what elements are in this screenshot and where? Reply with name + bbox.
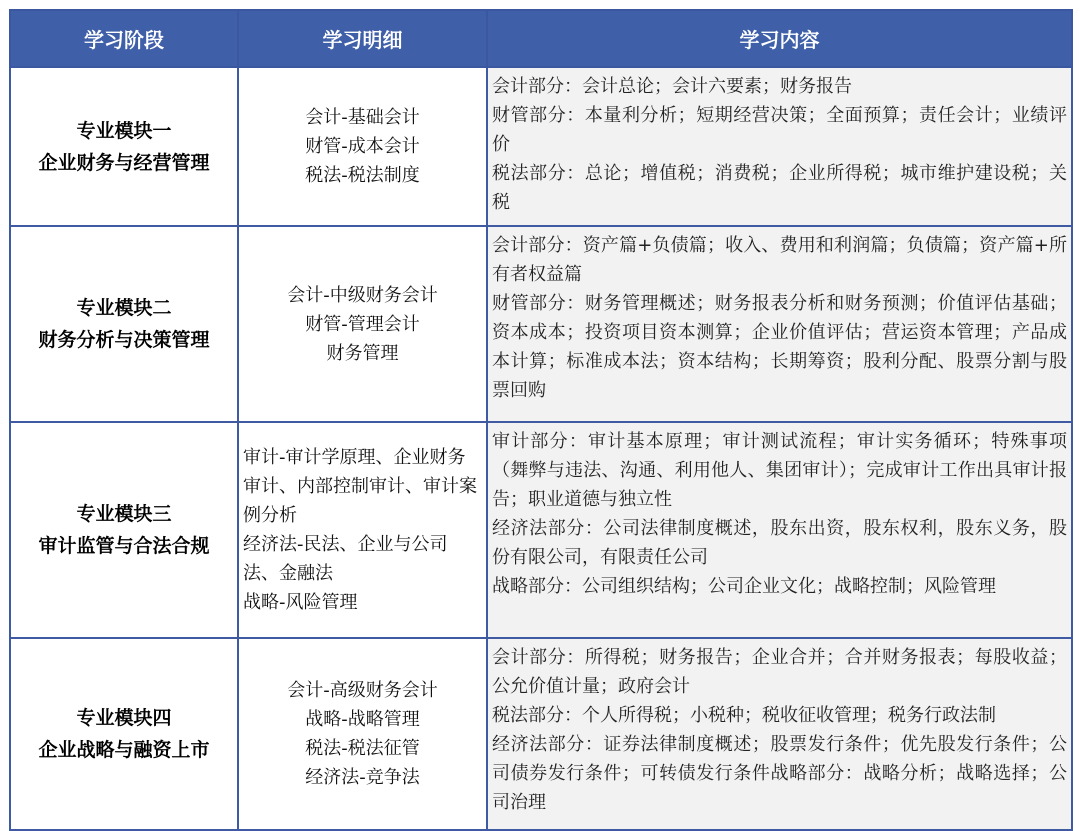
content-item: 经济法部分：公司法律制度概述，股东出资，股东权利，股东义务，股份有限公司，有限责任公司 xyxy=(492,518,1067,568)
detail-item: 税法-税法征管 xyxy=(305,738,420,759)
content-item: 战略部分：公司组织结构；公司企业文化；战略控制；风险管理 xyxy=(492,576,996,597)
content-item: 会计部分：会计总论；会计六要素；财务报告 xyxy=(492,76,852,97)
stage-module: 专业模块四 xyxy=(76,707,172,729)
detail-item: 经济法-竞争法 xyxy=(305,767,420,788)
details-cell xyxy=(238,226,487,422)
header-details: 学习明细 xyxy=(238,10,487,67)
detail-item: 经济法-民法、企业与公司法、金融法 xyxy=(243,534,448,584)
content-item: 经济法部分：证券法律制度概述；股票发行条件；优先股发行条件；公司债券发行条件；可转债发行条件战略部分：战略分析；战略选择；公司治理 xyxy=(492,734,1067,813)
stage-cell xyxy=(10,67,238,226)
stage-cell xyxy=(10,638,238,830)
stage-module: 专业模块三 xyxy=(76,503,172,525)
detail-item: 会计-中级财务会计 xyxy=(287,284,438,306)
details-cell xyxy=(238,67,487,226)
stage-title: 企业战略与融资上市 xyxy=(38,739,210,761)
study-plan-table xyxy=(9,9,1073,831)
content-item: 会计部分：资产篇+负债篇；收入、费用和利润篇；负债篇；资产篇+所有者权益篇 xyxy=(492,235,1067,285)
content-cell xyxy=(487,226,1072,422)
header-content: 学习内容 xyxy=(487,10,1072,67)
content-cell xyxy=(487,638,1072,830)
detail-item: 财管-管理会计 xyxy=(305,313,420,335)
stage-title: 审计监管与合法合规 xyxy=(38,535,210,557)
stage-module: 专业模块二 xyxy=(76,297,172,319)
detail-item: 财管-成本会计 xyxy=(305,136,420,157)
detail-item: 审计-审计学原理、企业财务审计、内部控制审计、审计案例分析 xyxy=(243,447,477,526)
table-wrapper xyxy=(9,9,1071,831)
table-row xyxy=(10,67,1072,226)
details-cell xyxy=(238,638,487,830)
content-cell xyxy=(487,422,1072,638)
details-cell xyxy=(238,422,487,638)
table-row xyxy=(10,638,1072,830)
stage-title: 企业财务与经营管理 xyxy=(38,151,210,174)
header-row xyxy=(10,10,1072,67)
content-cell xyxy=(487,67,1072,226)
content-item: 会计部分：所得税；财务报告；企业合并；合并财务报表；每股收益；公允价值计量；政府会计 xyxy=(492,647,1067,697)
stage-title: 财务分析与决策管理 xyxy=(38,329,210,351)
content-item: 财管部分：本量利分析；短期经营决策；全面预算；责任会计；业绩评价 xyxy=(492,105,1067,155)
detail-item: 会计-高级财务会计 xyxy=(287,680,438,701)
detail-item: 会计-基础会计 xyxy=(305,107,420,128)
stage-cell xyxy=(10,226,238,422)
stage-cell xyxy=(10,422,238,638)
detail-item: 税法-税法制度 xyxy=(305,165,420,186)
content-item: 审计部分：审计基本原理；审计测试流程；审计实务循环；特殊事项（舞弊与违法、沟通、利用他人、集团审计）；完成审计工作出具审计报告；职业道德与独立性 xyxy=(492,431,1067,510)
table-row xyxy=(10,422,1072,638)
detail-item: 战略-风险管理 xyxy=(243,592,358,613)
content-item: 税法部分：个人所得税；小税种；税收征收管理；税务行政法制 xyxy=(492,705,996,726)
header-stage: 学习阶段 xyxy=(10,10,238,67)
detail-item: 战略-战略管理 xyxy=(305,709,420,730)
stage-module: 专业模块一 xyxy=(76,119,172,142)
detail-item: 财务管理 xyxy=(326,342,399,364)
table-row xyxy=(10,226,1072,422)
content-item: 财管部分：财务管理概述；财务报表分析和财务预测；价值评估基础；资本成本；投资项目资本测算；企业价值评估；营运资本管理；产品成本计算；标准成本法；资本结构；长期筹资；股利分配、股票分割与股票回购 xyxy=(492,293,1067,401)
content-item: 税法部分：总论；增值税；消费税；企业所得税；城市维护建设税；关税 xyxy=(492,163,1067,213)
